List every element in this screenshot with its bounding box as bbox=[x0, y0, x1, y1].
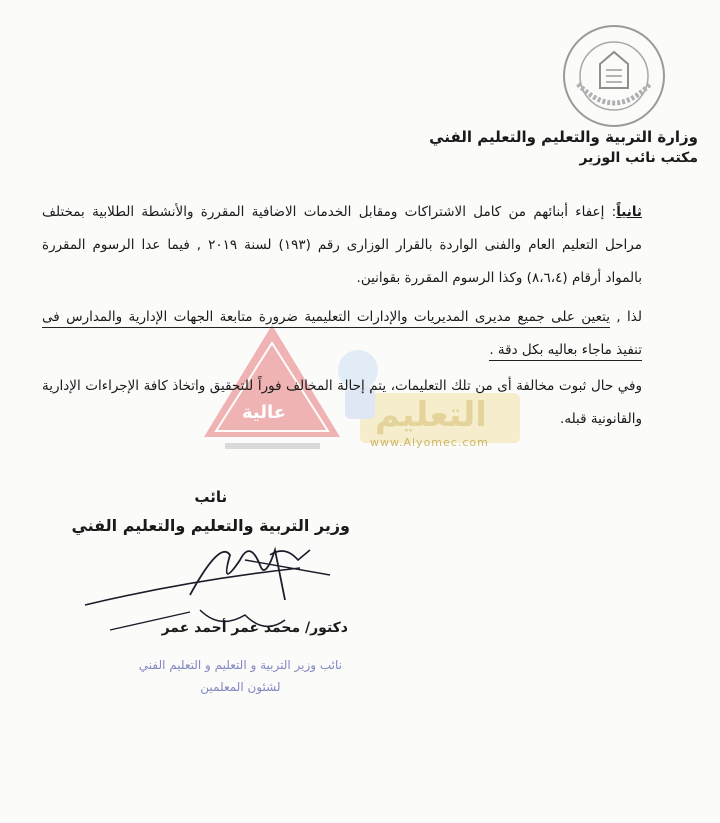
ministry-header bbox=[429, 128, 698, 166]
watermark-brand: التعليم bbox=[375, 395, 487, 435]
ministry-seal-icon bbox=[560, 22, 668, 130]
stamp-line-2: لشئون المعلمين bbox=[200, 680, 281, 694]
paragraph-follow-up bbox=[42, 301, 642, 367]
watermark-red-label: عالية bbox=[242, 402, 287, 423]
paragraph-violation bbox=[42, 370, 642, 436]
watermark-url: www.Alyomec.com bbox=[370, 436, 489, 449]
title-line-1: نائب bbox=[194, 488, 228, 506]
stamp-line-1: نائب وزير التربية و التعليم و التعليم الفني bbox=[138, 658, 342, 672]
official-stamp bbox=[139, 654, 342, 698]
paragraph-prefix: لذا , bbox=[616, 309, 642, 325]
paragraph-exemption bbox=[42, 196, 642, 295]
paragraph-text: : إعفاء أبنائهم من كامل الاشتراكات ومقابل الخدمات الاضافية المقررة والأنشطة الطلابية بمختلف مراحل التعليم العام والفنى الواردة بالقرار الوزارى رقم (١٩٣) لسنة ٢٠١٩ , فيما عدا الرسوم المقررة بالمواد أرقام (٨،٦،٤) وكذا الرسوم المقررة بقوانين. bbox=[42, 204, 642, 286]
ministry-name: وزارة التربية والتعليم والتعليم الفني bbox=[429, 128, 698, 146]
office-name: مكتب نائب الوزير bbox=[579, 150, 698, 166]
paragraph-text: وفي حال ثبوت مخالفة أى من تلك التعليمات، يتم إحالة المخالف فوراً للتحقيق واتخاذ كافة الإجراءات الإدارية والقانونية قبله. bbox=[42, 378, 642, 427]
title-line-2: وزير التربية والتعليم والتعليم الفني bbox=[71, 516, 350, 535]
paragraph-text: يتعين على جميع مديرى المديريات والإدارات التعليمية ضرورة متابعة الجهات الإدارية والمدارس فى تنفيذ ماجاء بعاليه بكل دقة . bbox=[42, 309, 642, 361]
paragraph-label: ثانياً bbox=[616, 204, 642, 220]
signatory-name: دكتور/ محمد عمر أحمد عمر bbox=[161, 620, 348, 636]
